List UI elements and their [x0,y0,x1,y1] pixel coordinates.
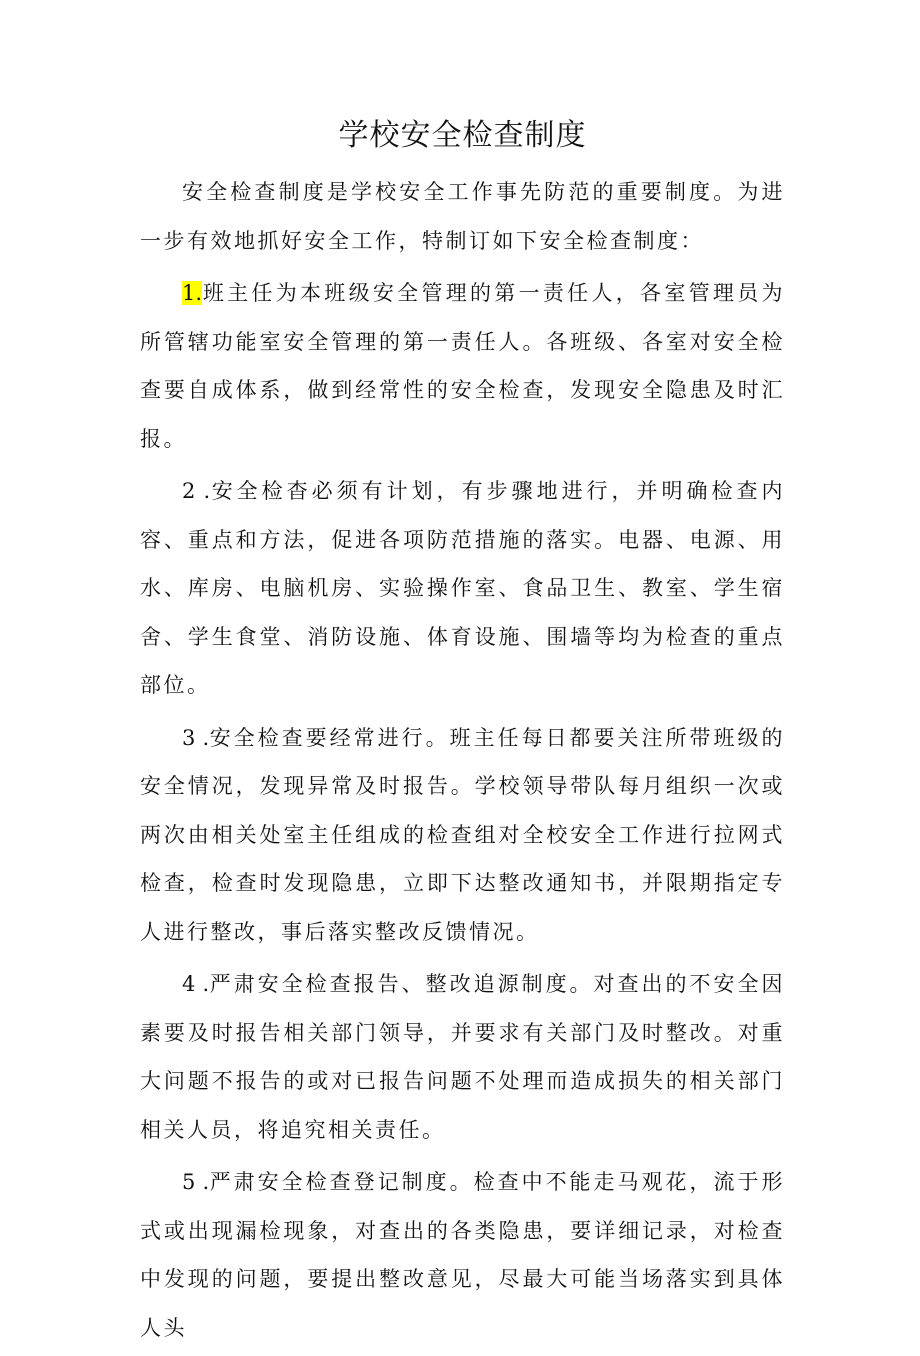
item-5-text: 严肃安全检查登记制度。检查中不能走马观花，流于形式或出现漏检现象，对查出的各类隐患，要详细记录，对检查中发现的问题，要提出整改意见，尽最大可能当场落实到具体人头 [140,1170,785,1340]
item-3-text: 安全检查要经常进行。班主任每日都要关注所带班级的安全情况，发现异常及时报告。学校领导带队每月组织一次或两次由相关处室主任组成的检查组对全校安全工作进行拉网式检查，检查时发现隐患，立即下达整改通知书，并限期指定专人进行整改，事后落实整改反馈情况。 [140,725,785,944]
item-2 [140,467,785,710]
item-4-text: 严肃安全检查报告、整改追源制度。对查出的不安全因素要及时报告相关部门领导，并要求有关部门及时整改。对重大问题不报告的或对已报告问题不处理而造成损失的相关部门相关人员，将追究相关责任。 [140,972,785,1142]
item-2-text: 安全检杳必须有计划，有步骤地进行，并明确检查内容、重点和方法，促进各项防范措施的落实。电器、电源、用水、库房、电脑机房、实验操作室、食品卫生、教室、学生宿舍、学生食堂、消防设施、体育设施、围墙等均为检查的重点部位。 [140,479,785,697]
item-1-number: 1. [182,281,203,305]
item-1 [140,269,785,463]
intro-paragraph [140,168,785,265]
item-2-number: 2 . [182,479,211,503]
item-5 [140,1158,785,1352]
document-page [140,112,785,1356]
item-1-text: 班主任为本班级安全管理的第一责任人，各室管理员为所管辖功能室安全管理的第一责任人。各班级、各室对安全检查要自成体系，做到经常性的安全检查，发现安全隐患及时汇报。 [140,281,785,451]
document-title: 学校安全检查制度 [338,118,587,153]
item-3 [140,714,785,957]
item-5-number: 5 . [182,1170,210,1194]
item-4 [140,960,785,1154]
intro-text: 安全检查制度是学校安全工作事先防范的重要制度。为进一步有效地抓好安全工作，特制订如下安全检查制度： [140,180,785,253]
item-3-number: 3 . [182,725,210,750]
item-4-number: 4 . [182,972,210,996]
